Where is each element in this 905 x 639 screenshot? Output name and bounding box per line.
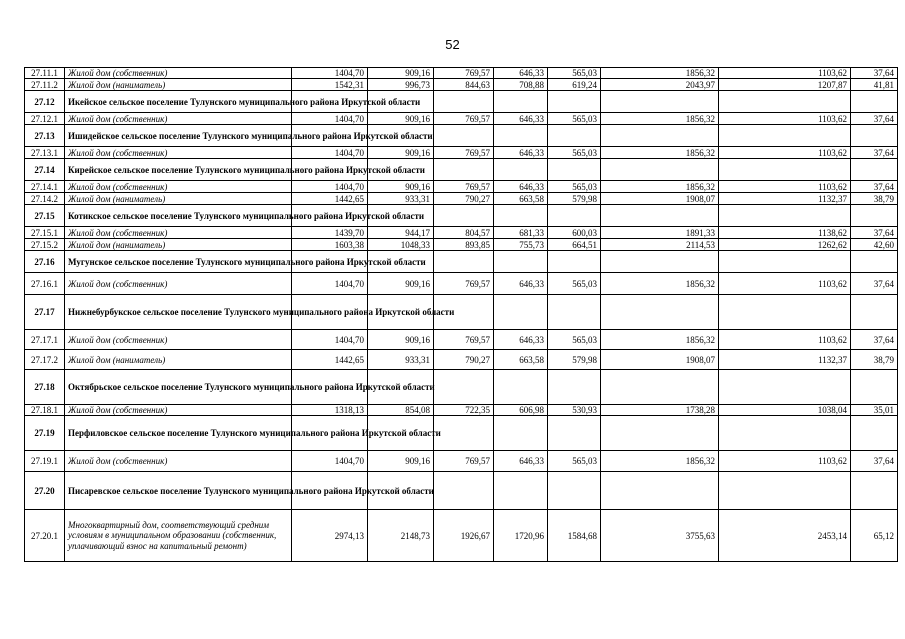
empty-cell [434,91,494,113]
empty-cell [434,205,494,227]
empty-cell [434,159,494,181]
value-cell: 600,03 [548,227,601,239]
value-cell: 646,33 [494,147,548,159]
value-cell: 755,73 [494,239,548,251]
value-cell: 646,33 [494,113,548,125]
table-row [25,273,898,295]
section-row [25,370,898,405]
value-cell: 606,98 [494,405,548,416]
value-cell: 37,64 [851,273,898,295]
housing-type: Жилой дом (наниматель) [65,239,292,251]
value-cell: 1856,32 [601,273,719,295]
value-cell: 1103,62 [719,181,851,193]
value-cell: 790,27 [434,193,494,205]
value-cell: 663,58 [494,350,548,370]
empty-cell [434,472,494,510]
empty-cell [548,205,601,227]
empty-cell [601,159,719,181]
empty-cell [851,125,898,147]
settlement-title: Кирейское сельское поселение Тулунского муниципального района Иркутской области [65,159,292,181]
value-cell: 1738,28 [601,405,719,416]
value-cell: 708,88 [494,79,548,91]
row-code: 27.18.1 [25,405,65,416]
tariff-table [24,67,898,562]
empty-cell [601,205,719,227]
value-cell: 619,24 [548,79,601,91]
housing-type: Жилой дом (собственник) [65,405,292,416]
value-cell: 681,33 [494,227,548,239]
empty-cell [601,370,719,405]
value-cell: 646,33 [494,68,548,79]
table-row [25,68,898,79]
row-code: 27.19 [25,416,65,451]
row-code: 27.11.2 [25,79,65,91]
empty-cell [548,125,601,147]
value-cell: 42,60 [851,239,898,251]
value-cell: 909,16 [368,330,434,350]
table-row [25,239,898,251]
value-cell: 909,16 [368,273,434,295]
housing-type: Жилой дом (собственник) [65,181,292,193]
settlement-title: Перфиловское сельское поселение Тулунского муниципального района Иркутской области [65,416,292,451]
value-cell: 933,31 [368,193,434,205]
value-cell: 1103,62 [719,273,851,295]
table-row [25,330,898,350]
value-cell: 1856,32 [601,181,719,193]
value-cell: 909,16 [368,147,434,159]
empty-cell [601,251,719,273]
value-cell: 664,51 [548,239,601,251]
value-cell: 844,63 [434,79,494,91]
housing-type: Жилой дом (собственник) [65,147,292,159]
housing-type: Жилой дом (собственник) [65,227,292,239]
value-cell: 2114,53 [601,239,719,251]
value-cell: 1103,62 [719,451,851,472]
value-cell: 41,81 [851,79,898,91]
value-cell: 1103,62 [719,330,851,350]
empty-cell [548,472,601,510]
value-cell: 37,64 [851,68,898,79]
empty-cell [601,91,719,113]
table-row [25,147,898,159]
value-cell: 1442,65 [292,193,368,205]
value-cell: 790,27 [434,350,494,370]
row-code: 27.15 [25,205,65,227]
value-cell: 565,03 [548,451,601,472]
housing-type: Жилой дом (собственник) [65,68,292,79]
value-cell: 2453,14 [719,510,851,562]
row-code: 27.17.2 [25,350,65,370]
section-row [25,416,898,451]
value-cell: 769,57 [434,181,494,193]
housing-type: Жилой дом (собственник) [65,330,292,350]
row-code: 27.13 [25,125,65,147]
row-code: 27.17.1 [25,330,65,350]
settlement-title: Котикское сельское поселение Тулунского муниципального района Иркутской области [65,205,292,227]
table-row [25,227,898,239]
empty-cell [494,416,548,451]
empty-cell [851,416,898,451]
value-cell: 1103,62 [719,147,851,159]
empty-cell [548,251,601,273]
empty-cell [434,416,494,451]
row-code: 27.12.1 [25,113,65,125]
value-cell: 1908,07 [601,193,719,205]
empty-cell [851,159,898,181]
empty-cell [494,295,548,330]
table-row [25,181,898,193]
empty-cell [494,370,548,405]
value-cell: 37,64 [851,330,898,350]
value-cell: 1856,32 [601,68,719,79]
settlement-title: Ишидейское сельское поселение Тулунского муниципального района Иркутской области [65,125,292,147]
value-cell: 565,03 [548,68,601,79]
empty-cell [601,472,719,510]
row-code: 27.12 [25,91,65,113]
value-cell: 1132,37 [719,350,851,370]
value-cell: 769,57 [434,273,494,295]
empty-cell [719,125,851,147]
row-code: 27.14.1 [25,181,65,193]
value-cell: 579,98 [548,193,601,205]
empty-cell [548,416,601,451]
section-row [25,251,898,273]
row-code: 27.14 [25,159,65,181]
value-cell: 909,16 [368,113,434,125]
empty-cell [548,159,601,181]
empty-cell [719,472,851,510]
empty-cell [434,370,494,405]
value-cell: 1603,38 [292,239,368,251]
value-cell: 909,16 [368,181,434,193]
value-cell: 1048,33 [368,239,434,251]
value-cell: 1207,87 [719,79,851,91]
value-cell: 565,03 [548,147,601,159]
housing-type: Жилой дом (собственник) [65,273,292,295]
value-cell: 996,73 [368,79,434,91]
row-code: 27.14.2 [25,193,65,205]
value-cell: 854,08 [368,405,434,416]
section-row [25,125,898,147]
row-code: 27.15.2 [25,239,65,251]
value-cell: 1404,70 [292,330,368,350]
settlement-title: Икейское сельское поселение Тулунского муниципального района Иркутской области [65,91,292,113]
value-cell: 3755,63 [601,510,719,562]
empty-cell [719,251,851,273]
empty-cell [719,370,851,405]
empty-cell [548,295,601,330]
table-row [25,510,898,562]
value-cell: 933,31 [368,350,434,370]
empty-cell [494,472,548,510]
value-cell: 1138,62 [719,227,851,239]
table-row [25,113,898,125]
empty-cell [434,125,494,147]
settlement-title: Октябрьское сельское поселение Тулунского муниципального района Иркутской области [65,370,292,405]
settlement-title: Писаревское сельское поселение Тулунского муниципального района Иркутской области [65,472,292,510]
section-row [25,472,898,510]
empty-cell [494,125,548,147]
value-cell: 1404,70 [292,451,368,472]
housing-type: Жилой дом (наниматель) [65,79,292,91]
value-cell: 1442,65 [292,350,368,370]
value-cell: 646,33 [494,273,548,295]
row-code: 27.16.1 [25,273,65,295]
value-cell: 1856,32 [601,147,719,159]
table-row [25,193,898,205]
value-cell: 1103,62 [719,113,851,125]
section-row [25,205,898,227]
value-cell: 909,16 [368,451,434,472]
row-code: 27.19.1 [25,451,65,472]
empty-cell [601,125,719,147]
value-cell: 37,64 [851,113,898,125]
value-cell: 1132,37 [719,193,851,205]
row-code: 27.15.1 [25,227,65,239]
value-cell: 663,58 [494,193,548,205]
value-cell: 2043,97 [601,79,719,91]
value-cell: 37,64 [851,181,898,193]
empty-cell [851,370,898,405]
empty-cell [719,159,851,181]
table-row [25,405,898,416]
settlement-title: Нижнебурбукское сельское поселение Тулунского муниципального района Иркутской области [65,295,292,330]
empty-cell [851,91,898,113]
row-code: 27.20 [25,472,65,510]
value-cell: 579,98 [548,350,601,370]
row-code: 27.20.1 [25,510,65,562]
value-cell: 1103,62 [719,68,851,79]
table-row [25,451,898,472]
value-cell: 646,33 [494,451,548,472]
value-cell: 646,33 [494,181,548,193]
value-cell: 769,57 [434,330,494,350]
tariff-table-body [25,68,898,562]
value-cell: 769,57 [434,68,494,79]
value-cell: 35,01 [851,405,898,416]
empty-cell [601,295,719,330]
housing-type: Многоквартирный дом, соответствующий средним условиям в муниципальном образовании (собственник, уплачивающий взнос на капитальный ремонт) [65,510,292,562]
empty-cell [494,159,548,181]
value-cell: 893,85 [434,239,494,251]
value-cell: 65,12 [851,510,898,562]
table-row [25,79,898,91]
table-row [25,350,898,370]
value-cell: 38,79 [851,193,898,205]
value-cell: 38,79 [851,350,898,370]
empty-cell [851,295,898,330]
empty-cell [548,91,601,113]
value-cell: 1856,32 [601,113,719,125]
value-cell: 1404,70 [292,147,368,159]
value-cell: 769,57 [434,147,494,159]
value-cell: 1891,33 [601,227,719,239]
value-cell: 1318,13 [292,405,368,416]
settlement-title: Мугунское сельское поселение Тулунского муниципального района Иркутской области [65,251,292,273]
empty-cell [494,205,548,227]
row-code: 27.11.1 [25,68,65,79]
value-cell: 37,64 [851,451,898,472]
value-cell: 530,93 [548,405,601,416]
value-cell: 1038,04 [719,405,851,416]
row-code: 27.16 [25,251,65,273]
value-cell: 722,35 [434,405,494,416]
value-cell: 2148,73 [368,510,434,562]
empty-cell [494,251,548,273]
value-cell: 769,57 [434,113,494,125]
value-cell: 565,03 [548,113,601,125]
value-cell: 944,17 [368,227,434,239]
section-row [25,159,898,181]
value-cell: 565,03 [548,330,601,350]
empty-cell [601,416,719,451]
empty-cell [719,91,851,113]
value-cell: 1404,70 [292,113,368,125]
housing-type: Жилой дом (собственник) [65,451,292,472]
value-cell: 1856,32 [601,330,719,350]
value-cell: 37,64 [851,147,898,159]
value-cell: 1404,70 [292,273,368,295]
empty-cell [851,205,898,227]
value-cell: 1720,96 [494,510,548,562]
value-cell: 1262,62 [719,239,851,251]
empty-cell [719,295,851,330]
value-cell: 1908,07 [601,350,719,370]
value-cell: 1926,67 [434,510,494,562]
value-cell: 2974,13 [292,510,368,562]
value-cell: 1856,32 [601,451,719,472]
section-row [25,91,898,113]
value-cell: 565,03 [548,181,601,193]
value-cell: 1584,68 [548,510,601,562]
value-cell: 1542,31 [292,79,368,91]
housing-type: Жилой дом (собственник) [65,113,292,125]
value-cell: 1439,70 [292,227,368,239]
empty-cell [851,472,898,510]
value-cell: 565,03 [548,273,601,295]
empty-cell [851,251,898,273]
row-code: 27.17 [25,295,65,330]
value-cell: 804,57 [434,227,494,239]
row-code: 27.18 [25,370,65,405]
value-cell: 646,33 [494,330,548,350]
housing-type: Жилой дом (наниматель) [65,193,292,205]
value-cell: 1404,70 [292,68,368,79]
empty-cell [494,91,548,113]
empty-cell [719,205,851,227]
row-code: 27.13.1 [25,147,65,159]
value-cell: 909,16 [368,68,434,79]
empty-cell [548,370,601,405]
section-row [25,295,898,330]
empty-cell [719,416,851,451]
value-cell: 769,57 [434,451,494,472]
housing-type: Жилой дом (наниматель) [65,350,292,370]
empty-cell [434,251,494,273]
value-cell: 37,64 [851,227,898,239]
page-number: 52 [445,37,460,52]
value-cell: 1404,70 [292,181,368,193]
